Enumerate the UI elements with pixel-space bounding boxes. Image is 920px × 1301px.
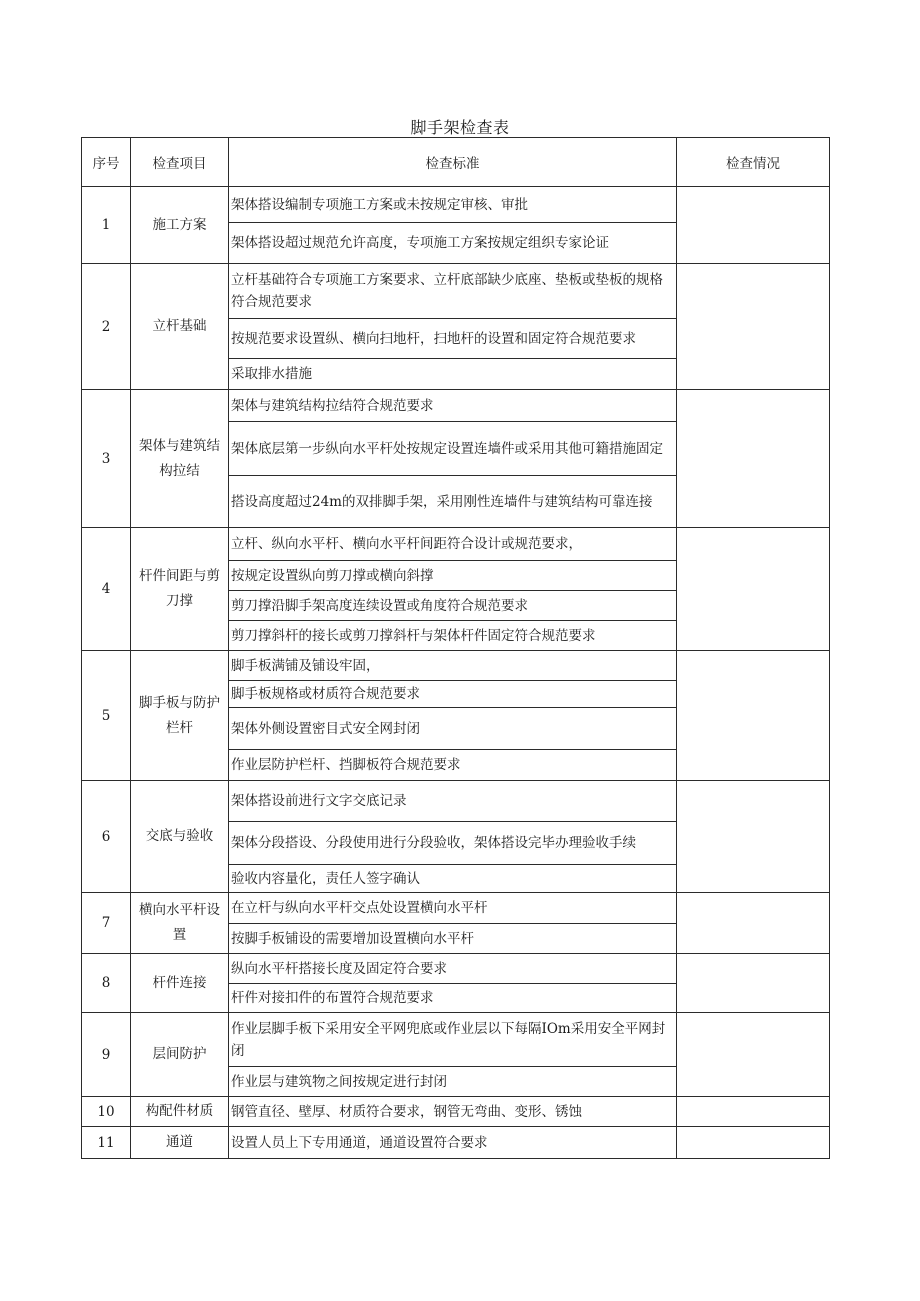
header-standard: 检查标准	[229, 138, 677, 187]
status-cell[interactable]	[677, 187, 830, 264]
row-item: 立杆基础	[131, 264, 229, 390]
row-standard: 脚手板规格或材质符合规范要求	[229, 681, 677, 708]
row-standard: 脚手板满铺及铺设牢固，	[229, 651, 677, 681]
row-standard: 按脚手板铺设的需要增加设置横向水平杆	[229, 924, 677, 954]
header-item: 检查项目	[131, 138, 229, 187]
row-no: 7	[82, 893, 131, 954]
row-standard: 架体搭设编制专项施工方案或未按规定审核、审批	[229, 187, 677, 223]
row-item: 杆件间距与剪刀撑	[131, 528, 229, 651]
row-standard: 杆件对接扣件的布置符合规范要求	[229, 984, 677, 1013]
row-standard: 搭设高度超过24m的双排脚手架，采用刚性连墙件与建筑结构可靠连接	[229, 476, 677, 528]
row-no: 6	[82, 781, 131, 893]
row-standard: 立杆基础符合专项施工方案要求、立杆底部缺少底座、垫板或垫板的规格符合规范要求	[229, 264, 677, 319]
table-row	[82, 528, 830, 561]
table-row	[82, 187, 830, 223]
row-standard: 剪刀撑沿脚手架高度连续设置或角度符合规范要求	[229, 591, 677, 621]
row-no: 10	[82, 1097, 131, 1127]
row-no: 8	[82, 954, 131, 1013]
status-cell[interactable]	[677, 528, 830, 651]
row-item: 通道	[131, 1127, 229, 1159]
row-item: 脚手板与防护栏杆	[131, 651, 229, 781]
row-standard: 立杆、纵向水平杆、横向水平杆间距符合设计或规范要求，	[229, 528, 677, 561]
row-standard: 在立杆与纵向水平杆交点处设置横向水平杆	[229, 893, 677, 924]
row-no: 9	[82, 1013, 131, 1097]
row-standard: 纵向水平杆搭接长度及固定符合要求	[229, 954, 677, 984]
table-header-row	[82, 138, 830, 187]
row-no: 1	[82, 187, 131, 264]
row-standard: 架体搭设前进行文字交底记录	[229, 781, 677, 822]
row-standard: 作业层防护栏杆、挡脚板符合规范要求	[229, 750, 677, 781]
row-standard: 验收内容量化，责任人签字确认	[229, 865, 677, 893]
table-row	[82, 781, 830, 822]
table-row	[82, 1013, 830, 1067]
table-row	[82, 651, 830, 681]
status-cell[interactable]	[677, 1097, 830, 1127]
row-standard: 钢管直径、壁厚、材质符合要求，钢管无弯曲、变形、锈蚀	[229, 1097, 677, 1127]
row-no: 3	[82, 390, 131, 528]
header-status: 检查情况	[677, 138, 830, 187]
status-cell[interactable]	[677, 893, 830, 954]
row-standard: 作业层脚手板下采用安全平网兜底或作业层以下每隔IOm采用安全平网封闭	[229, 1013, 677, 1067]
status-cell[interactable]	[677, 954, 830, 1013]
row-item: 施工方案	[131, 187, 229, 264]
row-item: 横向水平杆设置	[131, 893, 229, 954]
status-cell[interactable]	[677, 651, 830, 781]
row-standard: 架体搭设超过规范允许高度，专项施工方案按规定组织专家论证	[229, 223, 677, 264]
row-no: 4	[82, 528, 131, 651]
row-standard: 架体与建筑结构拉结符合规范要求	[229, 390, 677, 422]
row-standard: 架体底层第一步纵向水平杆处按规定设置连墙件或采用其他可籍措施固定	[229, 422, 677, 476]
status-cell[interactable]	[677, 390, 830, 528]
table-row	[82, 954, 830, 984]
row-standard: 架体外侧设置密目式安全网封闭	[229, 708, 677, 750]
row-standard: 按规定设置纵向剪刀撑或横向斜撑	[229, 561, 677, 591]
row-item: 杆件连接	[131, 954, 229, 1013]
row-item: 层间防护	[131, 1013, 229, 1097]
row-standard: 剪刀撑斜杆的接长或剪刀撑斜杆与架体杆件固定符合规范要求	[229, 621, 677, 651]
row-standard: 采取排水措施	[229, 359, 677, 390]
row-standard: 作业层与建筑物之间按规定进行封闭	[229, 1067, 677, 1097]
status-cell[interactable]	[677, 781, 830, 893]
table-row	[82, 264, 830, 319]
table-row	[82, 1127, 830, 1159]
table-row	[82, 893, 830, 924]
inspection-table	[81, 137, 830, 1159]
table-row	[82, 1097, 830, 1127]
page-title: 脚手架检查表	[410, 118, 510, 137]
row-no: 11	[82, 1127, 131, 1159]
row-standard: 按规范要求设置纵、横向扫地杆，扫地杆的设置和固定符合规范要求	[229, 319, 677, 359]
header-no: 序号	[82, 138, 131, 187]
row-standard: 架体分段搭设、分段使用进行分段验收，架体搭设完毕办理验收手续	[229, 822, 677, 865]
row-item: 交底与验收	[131, 781, 229, 893]
row-no: 5	[82, 651, 131, 781]
row-standard: 设置人员上下专用通道，通道设置符合要求	[229, 1127, 677, 1159]
status-cell[interactable]	[677, 1127, 830, 1159]
row-no: 2	[82, 264, 131, 390]
status-cell[interactable]	[677, 264, 830, 390]
table-row	[82, 390, 830, 422]
row-item: 构配件材质	[131, 1097, 229, 1127]
row-item: 架体与建筑结构拉结	[131, 390, 229, 528]
status-cell[interactable]	[677, 1013, 830, 1097]
